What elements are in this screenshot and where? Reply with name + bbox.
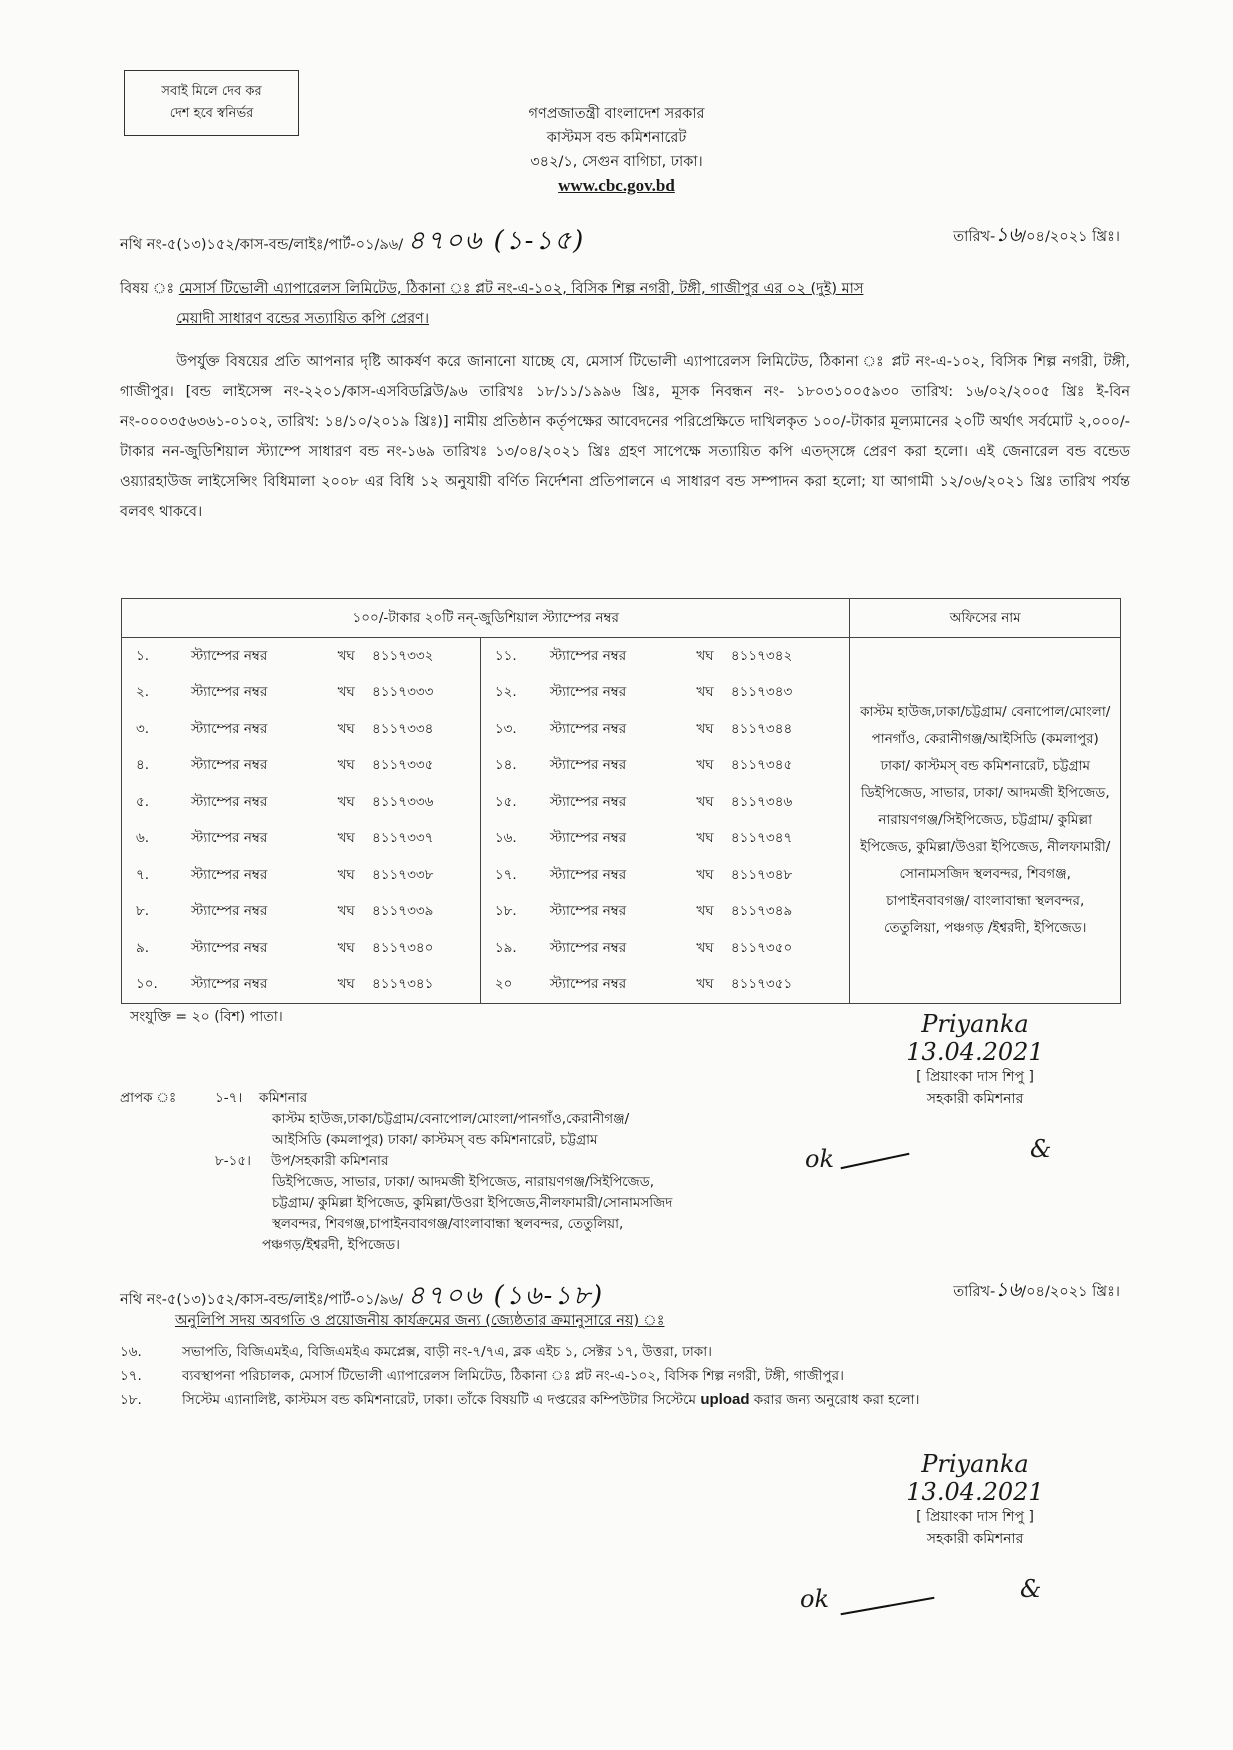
website-link[interactable]: www.cbc.gov.bd [558,176,675,195]
stamp-label: স্ট্যাম্পের নম্বর [550,967,679,1004]
signatory-name: [ প্রিয়াংকা দাস শিপু ] [916,1069,1034,1085]
spacer [839,967,850,1004]
signature-block-1 [850,1010,1100,1110]
initial-mark-2: & [1020,1575,1042,1603]
spacer [839,748,850,785]
stamp-table-header: ১০০/-টাকার ২০টি নন্-জুডিশিয়াল স্ট্যাম্পের নম্বর [122,599,850,638]
stamp-series: খঘ [337,903,355,920]
serial-number: ১২. [494,684,517,701]
spacer [839,821,850,858]
stamp-number: ৪১১৭৩৩৪ [372,711,480,748]
stamp-series: খঘ [679,967,731,1004]
stamp-series: খঘ [337,939,355,956]
cc-item-number: ১৭. [120,1368,142,1384]
subject-label: বিষয় ঃ [120,281,175,297]
cc-item-text: ব্যবস্থাপনা পরিচালক, মেসার্স টিভোলী এ্যাপারেলস লিমিটেড, ঠিকানা ঃ প্লট নং-এ-১০২, বিসিক শিল্প নগরী, টঙ্গী, গাজীপুর। [182,1368,844,1384]
office-column-header: অফিসের নাম [850,599,1121,638]
stamp-number: ৪১১৭৩৫১ [731,967,839,1004]
stamp-series: খঘ [696,903,714,920]
signature-date: 13.04.2021 [906,1478,1044,1506]
stamp-label: স্ট্যাম্পের নম্বর [191,684,268,701]
cc-item-text-post: করার জন্য অনুরোধ করা হলো। [749,1392,920,1408]
copy-to-title: অনুলিপি সদয় অবগতি ও প্রয়োজনীয় কার্যক্রমের জন্য (জ্যেষ্ঠতার ক্রমানুসারে নয়) ঃ [175,1313,665,1329]
reference-number-1 [120,220,585,264]
group2-title: উপ/সহকারী কমিশনার [271,1153,389,1169]
cc-item [120,1388,1130,1412]
office-name: কাস্টমস বন্ড কমিশনারেট [546,130,687,146]
stamp-number: ৪১১৭৩৫০ [730,939,793,956]
stamp-series: খঘ [337,720,355,737]
initial-stroke-2 [841,1597,935,1615]
serial-number: ১৭. [494,866,517,883]
date-day-handwritten: ১৬ [995,222,1022,246]
signature-scrawl: Priyanka [921,1010,1029,1038]
date-1 [953,220,1120,253]
stamp-label: স্ট্যাম্পের নম্বর [191,793,268,810]
stamp-number: ৪১১৭৩৩৭ [372,821,480,858]
stamp-number: ৪১১৭৩৪৪ [730,720,793,737]
stamp-series: খঘ [696,866,714,883]
cc-item-number: ১৮. [120,1392,142,1408]
stamp-number: ৪১১৭৩৪১ [372,967,480,1004]
stamp-series: খঘ [337,793,355,810]
cc-item [120,1340,1130,1364]
stamp-label: স্ট্যাম্পের নম্বর [191,647,268,664]
signature-date: 13.04.2021 [906,1038,1044,1066]
stamp-table [121,598,1121,1004]
stamp-number: ৪১১৭৩৪৬ [730,793,793,810]
stamp-series: খঘ [696,720,714,737]
body-text: উপর্যুক্ত বিষয়ের প্রতি আপনার দৃষ্টি আকর্ষণ করে জানানো যাচ্ছে যে, মেসার্স টিভোলী এ্যাপারেলস লিমিটেড, ঠিকানা ঃ প্লট নং-এ-১০২, বিসিক শিল্প নগরী, টঙ্গী, গাজীপুর। [বন্ড লাইসেন্স নং-২২০১/কাস-এসবিডব্লিউ/৯৬ তারিখঃ ১৮/১১/১৯৯৬ খ্রিঃ, মূসক নিবন্ধন নং- ১৮০৩১০০৫৯৩০ তারিখ: ১৬/০২/২০০৫ খ্রিঃ ই-বিন নং-০০০৩৫৬৩৬১-০১০২, তারিখ: ১৪/১০/২০১৯ খ্রিঃ)] নামীয় প্রতিষ্ঠান কর্তৃপক্ষের আবেদনের পরিপ্রেক্ষিতে দাখিলকৃত ১০০/-টাকার মূল্যমানের ২০টি অর্থাৎ সর্বমোট ২,০০০/-টাকার নন-জুডিশিয়াল স্ট্যাম্পে সাধারণ বন্ড নং-১৬৯ তারিখঃ ১৩/০৪/২০২১ খ্রিঃ গ্রহণ সাপেক্ষে সত্যায়িত কপি এতদ্সঙ্গে প্রেরণ করা হলো। এই জেনারেল বন্ড বন্ডেড ওয়্যারহাউজ লাইসেন্সিং বিধিমালা ২০০৮ এর বিধি ১২ অনুযায়ী বর্ণিত নির্দেশনা প্রতিপালনে এ সাধারণ বন্ড সম্পাদন করা হলো; যা আগামী ১২/০৬/২০২১ খ্রিঃ তারিখ পর্যন্ত বলবৎ থাকবে। [120,354,1130,520]
serial-number: ১১. [494,647,517,664]
stamp-series: খঘ [337,830,355,847]
stamp-label: স্ট্যাম্পের নম্বর [549,684,627,701]
stamp-label: স্ট্যাম্পের নম্বর [191,720,268,737]
attachment-note: সংযুক্তি = ২০ (বিশ) পাতা। [130,1009,283,1025]
serial-number: ১৬. [494,830,517,847]
stamp-series: খঘ [337,684,355,701]
stamp-label: স্ট্যাম্পের নম্বর [191,757,268,774]
stamp-label: স্ট্যাম্পের নম্বর [549,647,627,664]
group1-line-1: কাস্টম হাউজ,ঢাকা/চট্টগ্রাম/বেনাপোল/মোংলা/পানগাঁও,কেরানীগঞ্জ/ [272,1111,630,1127]
stamp-label: স্ট্যাম্পের নম্বর [549,939,627,956]
signature-block-2 [850,1450,1100,1550]
group2-line-4: পঞ্চগড়/ইশ্বরদী, ইপিজেড। [262,1237,401,1253]
serial-number: ৩. [122,711,192,748]
stamp-number: ৪১১৭৩৩৬ [372,784,480,821]
signature-scrawl: Priyanka [921,1450,1029,1478]
signatory-name: [ প্রিয়াংকা দাস শিপু ] [916,1509,1034,1525]
serial-number: ১৩. [494,720,517,737]
stamp-series: খঘ [337,866,355,883]
stamp-label: স্ট্যাম্পের নম্বর [549,793,627,810]
stamp-number: ৪১১৭৩৪০ [372,930,480,967]
stamp-number: ৪১১৭৩৪৩ [730,684,793,701]
stamp-label: স্ট্যাম্পের নম্বর [191,866,268,883]
subject [120,274,1120,334]
group1-range: ১-৭। [215,1090,243,1106]
nothi-number: নথি নং-৫(১৩)১৫২/কাস-বন্ড/লাইঃ/পার্ট-০১/৯৬/ [120,1292,404,1308]
recipients [120,1088,672,1256]
serial-number: ৮. [122,894,192,931]
spacer [839,930,850,967]
cc-item-text: সভাপতি, বিজিএমইএ, বিজিএমইএ কমপ্লেক্স, বাড়ী নং-৭/৭এ, ব্লক এইচ ১, সেক্টর ১৭, উত্তরা, ঢাকা। [182,1344,712,1360]
stamp-label: স্ট্যাম্পের নম্বর [549,866,627,883]
stamp-series: খঘ [696,793,714,810]
stamp-series: খঘ [337,757,355,774]
stamp-label: স্ট্যাম্পের নম্বর [549,830,627,847]
motto-line-2: দেশ হবে স্বনির্ভর [169,106,254,121]
office-address: ৩৪২/১, সেগুন বাগিচা, ঢাকা। [530,154,703,170]
serial-number: ২. [122,675,192,712]
spacer [839,711,850,748]
stamp-number: ৪১১৭৩৩৯ [372,894,480,931]
body-paragraph [120,347,1130,527]
stamp-number: ৪১১৭৩৪৭ [730,830,793,847]
stamp-label: স্ট্যাম্পের নম্বর [549,903,627,920]
spacer [839,894,850,931]
letterhead [0,102,1233,198]
subject-line-2: মেয়াদী সাধারণ বন্ডের সত্যায়িত কপি প্রেরণ। [176,311,430,327]
serial-number: ১৪. [494,757,517,774]
serial-number: ১. [122,638,192,675]
stamp-label: স্ট্যাম্পের নম্বর [191,903,268,920]
serial-number: ৬. [122,821,192,858]
stamp-label: স্ট্যাম্পের নম্বর [549,757,627,774]
cc-item-number: ১৬. [120,1344,142,1360]
stamp-number: ৪১১৭৩৩৩ [372,675,480,712]
serial-number: ১৮. [494,903,517,920]
stamp-label: স্ট্যাম্পের নম্বর [191,967,320,1004]
date-rest: /০৪/২০২১ খ্রিঃ। [1021,229,1120,245]
stamp-number: ৪১১৭৩৩৫ [372,748,480,785]
date-label: তারিখ- [953,1284,996,1300]
group2-line-1: ডিইপিজেড, সাভার, ঢাকা/ আদমজী ইপিজেড, নারায়ণগঞ্জ/সিইপিজেড, [272,1174,654,1190]
stamp-label: স্ট্যাম্পের নম্বর [191,830,268,847]
stamp-row [122,638,1121,675]
group2-line-3: স্থলবন্দর, শিবগঞ্জ,চাপাইনবাবগঞ্জ/বাংলাবান্ধা স্থলবন্দর, তেতুলিয়া, [272,1216,624,1232]
upload-word: upload [700,1391,750,1408]
stamp-series: খঘ [696,684,714,701]
stamp-number: ৪১১৭৩৪৮ [730,866,793,883]
serial-number: ১৯. [494,939,517,956]
initial-ok-2: ok [800,1585,829,1613]
serial-number: ৪. [122,748,192,785]
initial-mark-1: & [1030,1135,1052,1163]
recipients-label: প্রাপক ঃ [120,1090,177,1106]
subject-line-1: মেসার্স টিভোলী এ্যাপারেলস লিমিটেড, ঠিকানা ঃ প্লট নং-এ-১০২, বিসিক শিল্প নগরী, টঙ্গী, গাজীপুর এর ০২ (দুই) মাস [178,281,864,297]
handwritten-memo-number: ৪৭০৬ (১-১৫) [407,226,586,256]
spacer [839,857,850,894]
stamp-series: খঘ [696,830,714,847]
spacer [839,675,850,712]
stamp-number: ৪১১৭৩৪২ [730,647,793,664]
signatory-designation: সহকারী কমিশনার [926,1091,1024,1107]
stamp-series: খঘ [320,967,372,1004]
date-label: তারিখ- [953,229,996,245]
office-names: কাস্টম হাউজ,ঢাকা/চট্টগ্রাম/ বেনাপোল/মোংলা/ পানগাঁও, কেরানীগঞ্জ/আইসিডি (কমলাপুর) ঢাকা/ কাস্টমস্ বন্ড কমিশনারেট, চট্টগ্রাম ডিইপিজেড, সাভার, ঢাকা/ আদমজী ইপিজেড, নারায়ণগঞ্জ/সিইপিজেড, চট্টগ্রাম/ কুমিল্লা ইপিজেড, কুমিল্লা/উওরা ইপিজেড, নীলফামারী/সোনামসজিদ স্থলবন্দর, শিবগঞ্জ, চাপাইনবাবগঞ্জ/ বাংলাবান্ধা স্থলবন্দর, তেতুলিয়া, পঞ্চগড় /ইশ্বরদী, ইপিজেড। [850,638,1121,1004]
date-2 [953,1275,1120,1308]
serial-number: ২০ [480,967,550,1004]
signatory-designation: সহকারী কমিশনার [926,1531,1024,1547]
group2-line-2: চট্টগ্রাম/ কুমিল্লা ইপিজেড, কুমিল্লা/উওরা ইপিজেড,নীলফামারী/সোনামসজিদ [272,1195,673,1211]
serial-number: ৫. [122,784,192,821]
stamp-series: খঘ [696,757,714,774]
stamp-number: ৪১১৭৩৩২ [372,638,480,675]
stamp-series: খঘ [696,647,714,664]
serial-number: ১৫. [494,793,517,810]
motto-line-1: সবাই মিলে দেব কর [161,84,262,99]
stamp-label: স্ট্যাম্পের নম্বর [191,939,268,956]
handwritten-memo-number: ৪৭০৬ (১৬-১৮) [407,1281,605,1311]
cc-item-text-pre: সিস্টেম এ্যানালিষ্ট, কাস্টমস বন্ড কমিশনারেট, ঢাকা। তাঁকে বিষয়টি এ দপ্তরের কম্পিউটার সিস্টেমে [182,1392,701,1408]
cc-item [120,1364,1130,1388]
serial-number: ১০. [122,967,192,1004]
group1-title: কমিশনার [259,1090,308,1106]
initial-stroke-1 [841,1153,910,1170]
date-rest: /০৪/২০২১ খ্রিঃ। [1021,1284,1120,1300]
spacer [839,638,850,675]
government-name: গণপ্রজাতন্ত্রী বাংলাদেশ সরকার [528,106,705,122]
stamp-label: স্ট্যাম্পের নম্বর [549,720,627,737]
stamp-number: ৪১১৭৩৩৮ [372,857,480,894]
stamp-series: খঘ [337,647,355,664]
group2-range: ৮-১৫। [215,1153,251,1169]
nothi-number: নথি নং-৫(১৩)১৫২/কাস-বন্ড/লাইঃ/পার্ট-০১/৯৬/ [120,237,404,253]
group1-line-2: আইসিডি (কমলাপুর) ঢাকা/ কাস্টমস্ বন্ড কমিশনারেট, চট্টগ্রাম [272,1132,598,1148]
date-day-handwritten: ১৬ [995,1277,1022,1301]
serial-number: ৭. [122,857,192,894]
serial-number: ৯. [122,930,192,967]
copy-to-list [120,1340,1130,1412]
initial-ok-1: ok [805,1145,834,1173]
stamp-number: ৪১১৭৩৪৫ [730,757,793,774]
stamp-number: ৪১১৭৩৪৯ [730,903,793,920]
stamp-series: খঘ [696,939,714,956]
spacer [839,784,850,821]
